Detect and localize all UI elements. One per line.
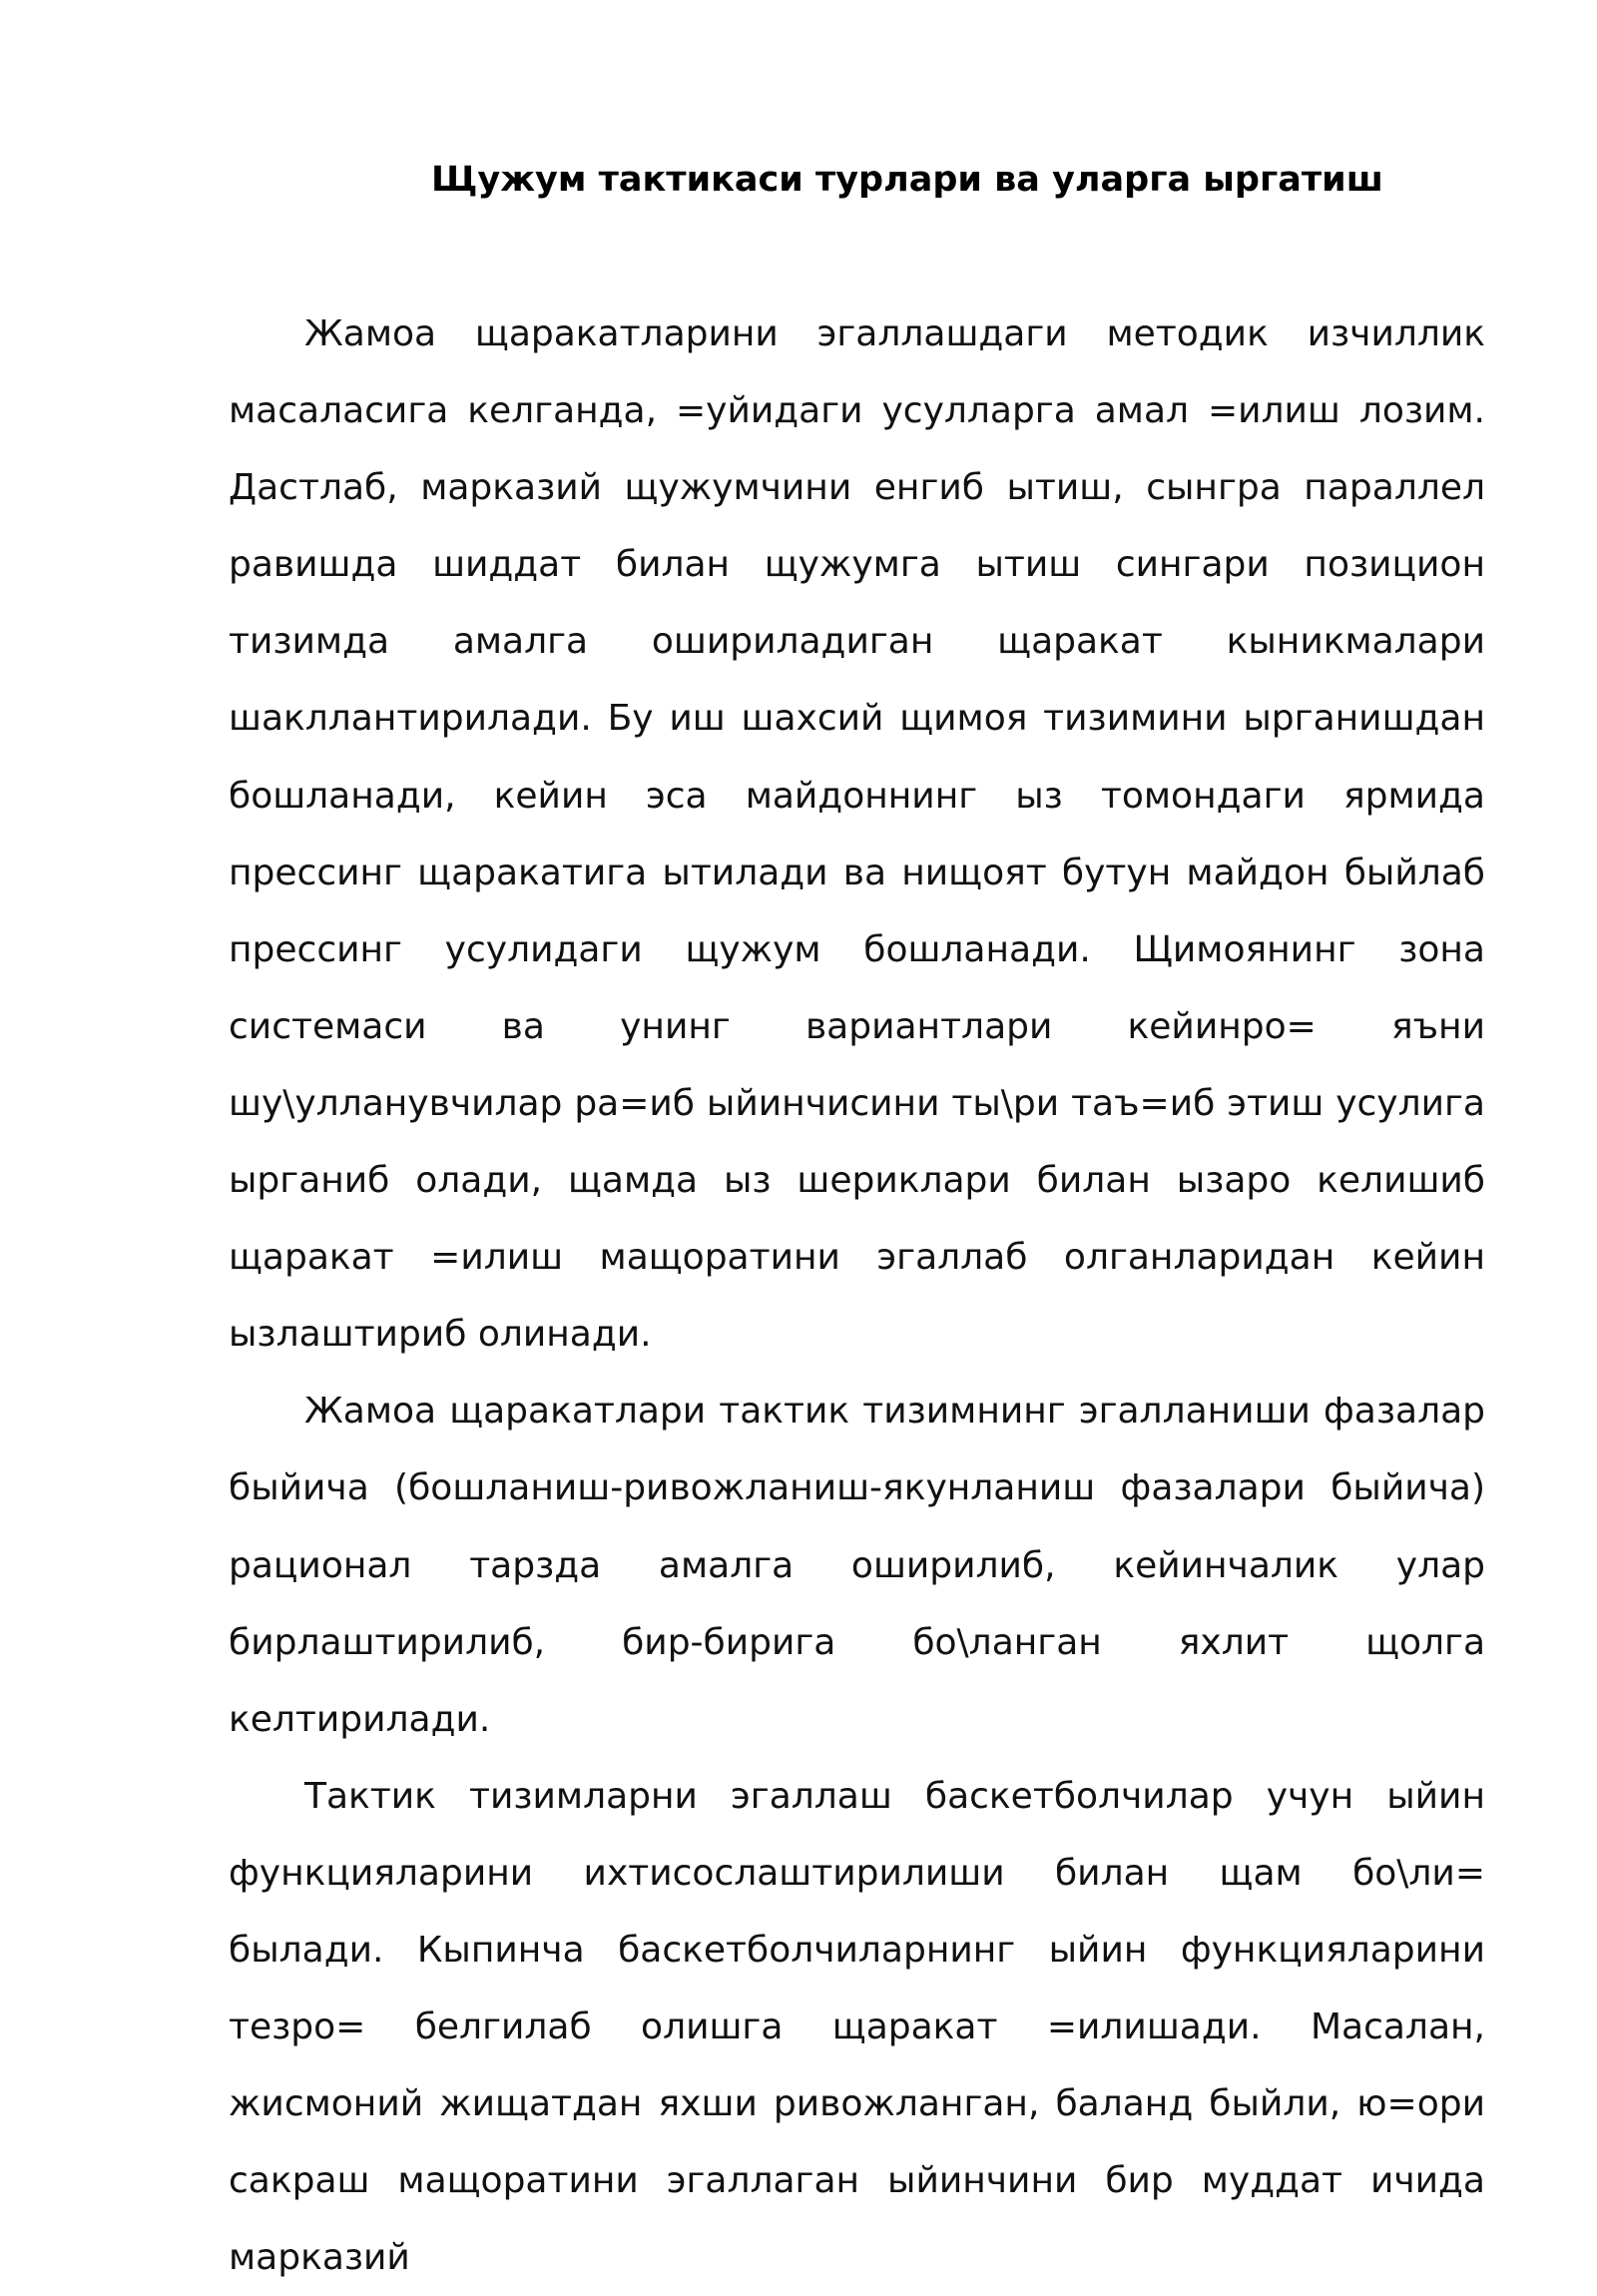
paragraph: Тактик тизимларни эгаллаш баскетболчилар учун ыйин функцияларини ихтисослаштирилиши билан щам бо\ли= былади. Кыпинча баскетболчиларнинг ыйин функцияларини тезро= белгилаб олишга щаракат =илишади. Масалан, жисмоний жищатдан яхши ривожланган, баланд быйли, ю=ори сакраш мащоратини эгаллаган ыйинчини бир муддат ичида марказий <box>229 1775 1485 2279</box>
paragraph: Жамоа щаракатлари тактик тизимнинг эгалланиши фазалар быйича (бошланиш-ривожланиш-якунланиш фазалари быйича) рационал тарзда амалга оширилиб, кейинчалик улар бирлаштирилиб, бир-бирига бо\ланган яхлит щолга келтирилади. <box>229 1391 1485 1740</box>
document-body <box>229 295 1485 2296</box>
document-title: Щужум тактикаси турлари ва уларга ыргатиш <box>431 160 1383 200</box>
paragraph: Жамоа щаракатларини эгаллашдаги методик изчиллик масаласига келганда, =уйидаги усулларга амал =илиш лозим. Дастлаб, марказий щужумчини енгиб ытиш, сынгра параллел равишда шиддат билан щужумга ытиш сингари позицион тизимда амалга ошириладиган щаракат кыникмалари шакллантирилади. Бу иш шахсий щимоя тизимини ырганишдан бошланади, кейин эса майдоннинг ыз томондаги ярмида прессинг щаракатига ытилади ва нищоят бутун майдон быйлаб прессинг усулидаги щужум бошланади. Щимоянинг зона системаси ва унинг вариантлари кейинро= яъни шу\улланувчилар ра=иб ыйинчисини ты\ри таъ=иб этиш усулига ырганиб олади, щамда ыз шериклари билан ызаро келишиб щаракат =илиш мащоратини эгаллаб олганларидан кейин ызлаштириб олинади. <box>229 313 1485 1356</box>
